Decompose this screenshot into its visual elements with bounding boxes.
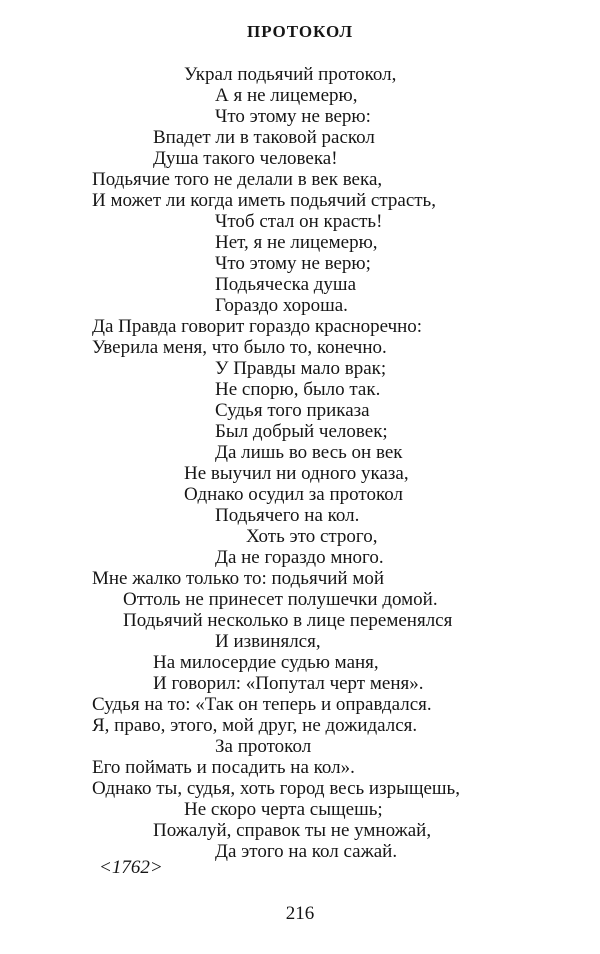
poem-line: Впадет ли в таковой раскол: [153, 127, 375, 148]
poem-line: Судья того приказа: [215, 400, 370, 421]
poem-line: Чтоб стал он красть!: [215, 211, 383, 232]
poem-line: Оттоль не принесет полушечки домой.: [123, 589, 438, 610]
poem-line: А я не лицемерю,: [215, 85, 358, 106]
poem-line: Подьячего на кол.: [215, 505, 360, 526]
poem-line: Не спорю, было так.: [215, 379, 381, 400]
poem-line: Да этого на кол сажай.: [215, 841, 398, 862]
poem-line: Да не гораздо много.: [215, 547, 384, 568]
poem-line: Гораздо хороша.: [215, 295, 348, 316]
poem-line: Пожалуй, справок ты не умножай,: [153, 820, 432, 841]
poem-line: Судья на то: «Так он теперь и оправдался.: [92, 694, 432, 715]
poem-line: Уверила меня, что было то, конечно.: [92, 337, 387, 358]
poem-line: Я, право, этого, мой друг, не дожидался.: [92, 715, 418, 736]
poem-line: Не скоро черта сыщешь;: [184, 799, 383, 820]
poem-line: Хоть это строго,: [246, 526, 378, 547]
poem-line: Однако осудил за протокол: [184, 484, 403, 505]
poem-line: И извинялся,: [215, 631, 321, 652]
poem-line: Что этому не верю;: [215, 253, 371, 274]
poem-line: На милосердие судью маня,: [153, 652, 379, 673]
page-number: 216: [285, 903, 315, 924]
poem-line: Подьячий несколько в лице переменялся: [123, 610, 453, 631]
poem-line: И говорил: «Попутал черт меня».: [153, 673, 424, 694]
poem-line: Не выучил ни одного указа,: [184, 463, 409, 484]
poem-line: Его поймать и посадить на кол».: [92, 757, 355, 778]
poem-line: Украл подьячий протокол,: [184, 64, 397, 85]
poem-line: У Правды мало врак;: [215, 358, 387, 379]
poem-line: Да лишь во весь он век: [215, 442, 403, 463]
poem-line: Подьяческа душа: [215, 274, 356, 295]
poem-line: За протокол: [215, 736, 312, 757]
poem-line: Душа такого человека!: [153, 148, 338, 169]
poem-line: Нет, я не лицемерю,: [215, 232, 378, 253]
poem-date: <1762>: [99, 857, 163, 878]
poem-title: ПРОТОКОЛ: [246, 22, 353, 41]
poem-line: Да Правда говорит гораздо красноречно:: [92, 316, 423, 337]
poem-line: Мне жалко только то: подьячий мой: [92, 568, 385, 589]
poem-line: Что этому не верю:: [215, 106, 371, 127]
poem-line: И может ли когда иметь подьячий страсть,: [92, 190, 436, 211]
poem-line: Был добрый человек;: [215, 421, 388, 442]
poem-line: Однако ты, судья, хоть город весь изрыщешь,: [92, 778, 460, 799]
poem-line: Подьячие того не делали в век века,: [92, 169, 383, 190]
